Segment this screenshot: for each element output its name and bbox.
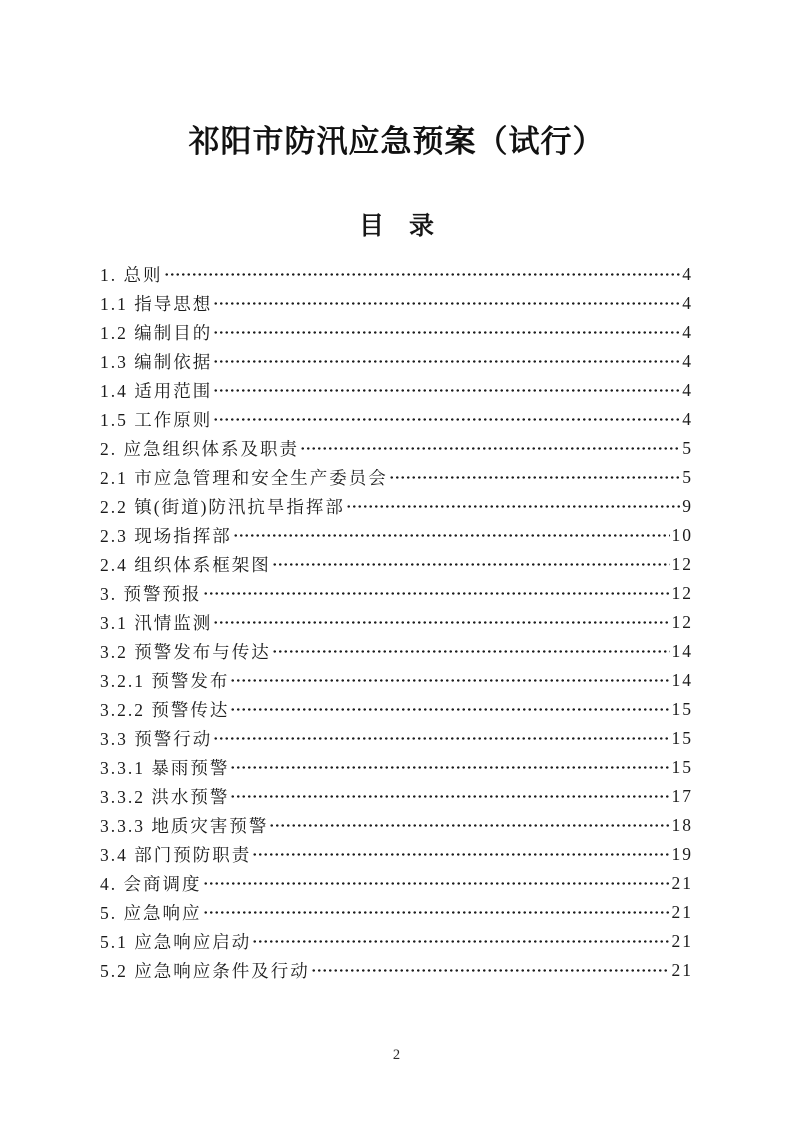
- toc-entry-label: 3.3.2 洪水预警: [100, 787, 230, 807]
- toc-entry-label: 2.1 市应急管理和安全生产委员会: [100, 468, 388, 488]
- toc-entry-label: 4. 会商调度: [100, 874, 202, 894]
- dot-leader: [272, 550, 670, 579]
- document-title: 祁阳市防汛应急预案（试行）: [188, 124, 605, 159]
- toc-entry-page: 5: [682, 467, 693, 487]
- toc-entry-page: 21: [671, 960, 693, 980]
- dot-leader: [269, 811, 669, 840]
- toc-entry: [100, 260, 693, 289]
- toc-entry: [100, 289, 693, 318]
- dot-leader: [233, 521, 670, 550]
- toc-entry-label: 3.3.1 暴雨预警: [100, 758, 230, 778]
- dot-leader: [213, 289, 680, 318]
- toc-entry-page: 4: [682, 351, 693, 371]
- dot-leader: [272, 637, 670, 666]
- toc-entry-label: 1.5 工作原则: [100, 410, 213, 430]
- dot-leader: [230, 753, 669, 782]
- toc-entry: [100, 956, 693, 985]
- toc-entry-page: 14: [671, 670, 693, 690]
- toc-entry-page: 15: [671, 699, 693, 719]
- toc-entry: [100, 724, 693, 753]
- toc-entry: [100, 405, 693, 434]
- dot-leader: [346, 492, 680, 521]
- toc-entry-label: 3. 预警预报: [100, 584, 202, 604]
- toc-entry: [100, 521, 693, 550]
- toc-entry: [100, 579, 693, 608]
- toc-entry-page: 18: [671, 815, 693, 835]
- dot-leader: [230, 666, 669, 695]
- toc-entry-page: 19: [671, 844, 693, 864]
- toc-entry-page: 4: [682, 264, 693, 284]
- toc-entry-page: 21: [671, 873, 693, 893]
- toc-entry: [100, 811, 693, 840]
- dot-leader: [252, 840, 669, 869]
- toc-entry: [100, 434, 693, 463]
- toc-entry-page: 21: [671, 931, 693, 951]
- toc-entry-page: 12: [671, 612, 693, 632]
- toc-list: [100, 260, 693, 985]
- dot-leader: [203, 869, 670, 898]
- toc-entry: [100, 376, 693, 405]
- toc-entry-label: 1. 总则: [100, 265, 163, 285]
- dot-leader: [230, 695, 669, 724]
- toc-entry: [100, 463, 693, 492]
- toc-entry: [100, 927, 693, 956]
- toc-entry: [100, 753, 693, 782]
- toc-entry-page: 15: [671, 728, 693, 748]
- toc-entry-label: 3.4 部门预防职责: [100, 845, 252, 865]
- toc-entry-label: 2. 应急组织体系及职责: [100, 439, 299, 459]
- dot-leader: [300, 434, 680, 463]
- toc-entry: [100, 782, 693, 811]
- toc-entry: [100, 666, 693, 695]
- toc-entry-page: 12: [671, 583, 693, 603]
- toc-entry-page: 4: [682, 380, 693, 400]
- dot-leader: [213, 608, 669, 637]
- toc-entry-label: 2.4 组织体系框架图: [100, 555, 271, 575]
- dot-leader: [213, 347, 680, 376]
- toc-entry-page: 21: [671, 902, 693, 922]
- dot-leader: [311, 956, 670, 985]
- toc-entry-label: 3.2.1 预警发布: [100, 671, 230, 691]
- dot-leader: [203, 579, 670, 608]
- toc-entry-page: 4: [682, 293, 693, 313]
- toc-entry: [100, 318, 693, 347]
- page-footer: [0, 1046, 793, 1064]
- toc-entry: [100, 869, 693, 898]
- toc-entry-page: 5: [682, 438, 693, 458]
- toc-entry: [100, 637, 693, 666]
- toc-entry-label: 1.1 指导思想: [100, 294, 213, 314]
- toc-entry: [100, 898, 693, 927]
- page-number: 2: [392, 1047, 401, 1063]
- toc-entry: [100, 695, 693, 724]
- toc-entry-page: 9: [682, 496, 693, 516]
- toc-entry-page: 17: [671, 786, 693, 806]
- toc-entry: [100, 347, 693, 376]
- toc-entry: [100, 492, 693, 521]
- toc-heading: 目 录: [358, 212, 434, 240]
- toc-entry-page: 4: [682, 322, 693, 342]
- toc-entry-label: 1.3 编制依据: [100, 352, 213, 372]
- toc-entry-label: 3.3 预警行动: [100, 729, 213, 749]
- toc-entry-label: 1.2 编制目的: [100, 323, 213, 343]
- toc-entry-label: 2.3 现场指挥部: [100, 526, 232, 546]
- dot-leader: [252, 927, 669, 956]
- toc-entry: [100, 608, 693, 637]
- toc-entry-label: 1.4 适用范围: [100, 381, 213, 401]
- toc-entry-page: 4: [682, 409, 693, 429]
- dot-leader: [389, 463, 681, 492]
- toc-entry-page: 12: [671, 554, 693, 574]
- toc-entry-page: 10: [671, 525, 693, 545]
- dot-leader: [213, 318, 680, 347]
- toc-entry-page: 15: [671, 757, 693, 777]
- toc-entry: [100, 840, 693, 869]
- toc-entry-page: 14: [671, 641, 693, 661]
- toc-entry-label: 3.2.2 预警传达: [100, 700, 230, 720]
- toc-entry-label: 2.2 镇(街道)防汛抗旱指挥部: [100, 497, 345, 517]
- toc-entry-label: 5. 应急响应: [100, 903, 202, 923]
- dot-leader: [203, 898, 670, 927]
- toc-entry: [100, 550, 693, 579]
- toc-entry-label: 3.2 预警发布与传达: [100, 642, 271, 662]
- toc-entry-label: 5.1 应急响应启动: [100, 932, 252, 952]
- dot-leader: [213, 405, 680, 434]
- toc-entry-label: 3.1 汛情监测: [100, 613, 213, 633]
- toc-entry-label: 3.3.3 地质灾害预警: [100, 816, 269, 836]
- dot-leader: [213, 724, 669, 753]
- dot-leader: [213, 376, 680, 405]
- toc-entry-label: 5.2 应急响应条件及行动: [100, 961, 310, 981]
- dot-leader: [164, 260, 681, 289]
- dot-leader: [230, 782, 669, 811]
